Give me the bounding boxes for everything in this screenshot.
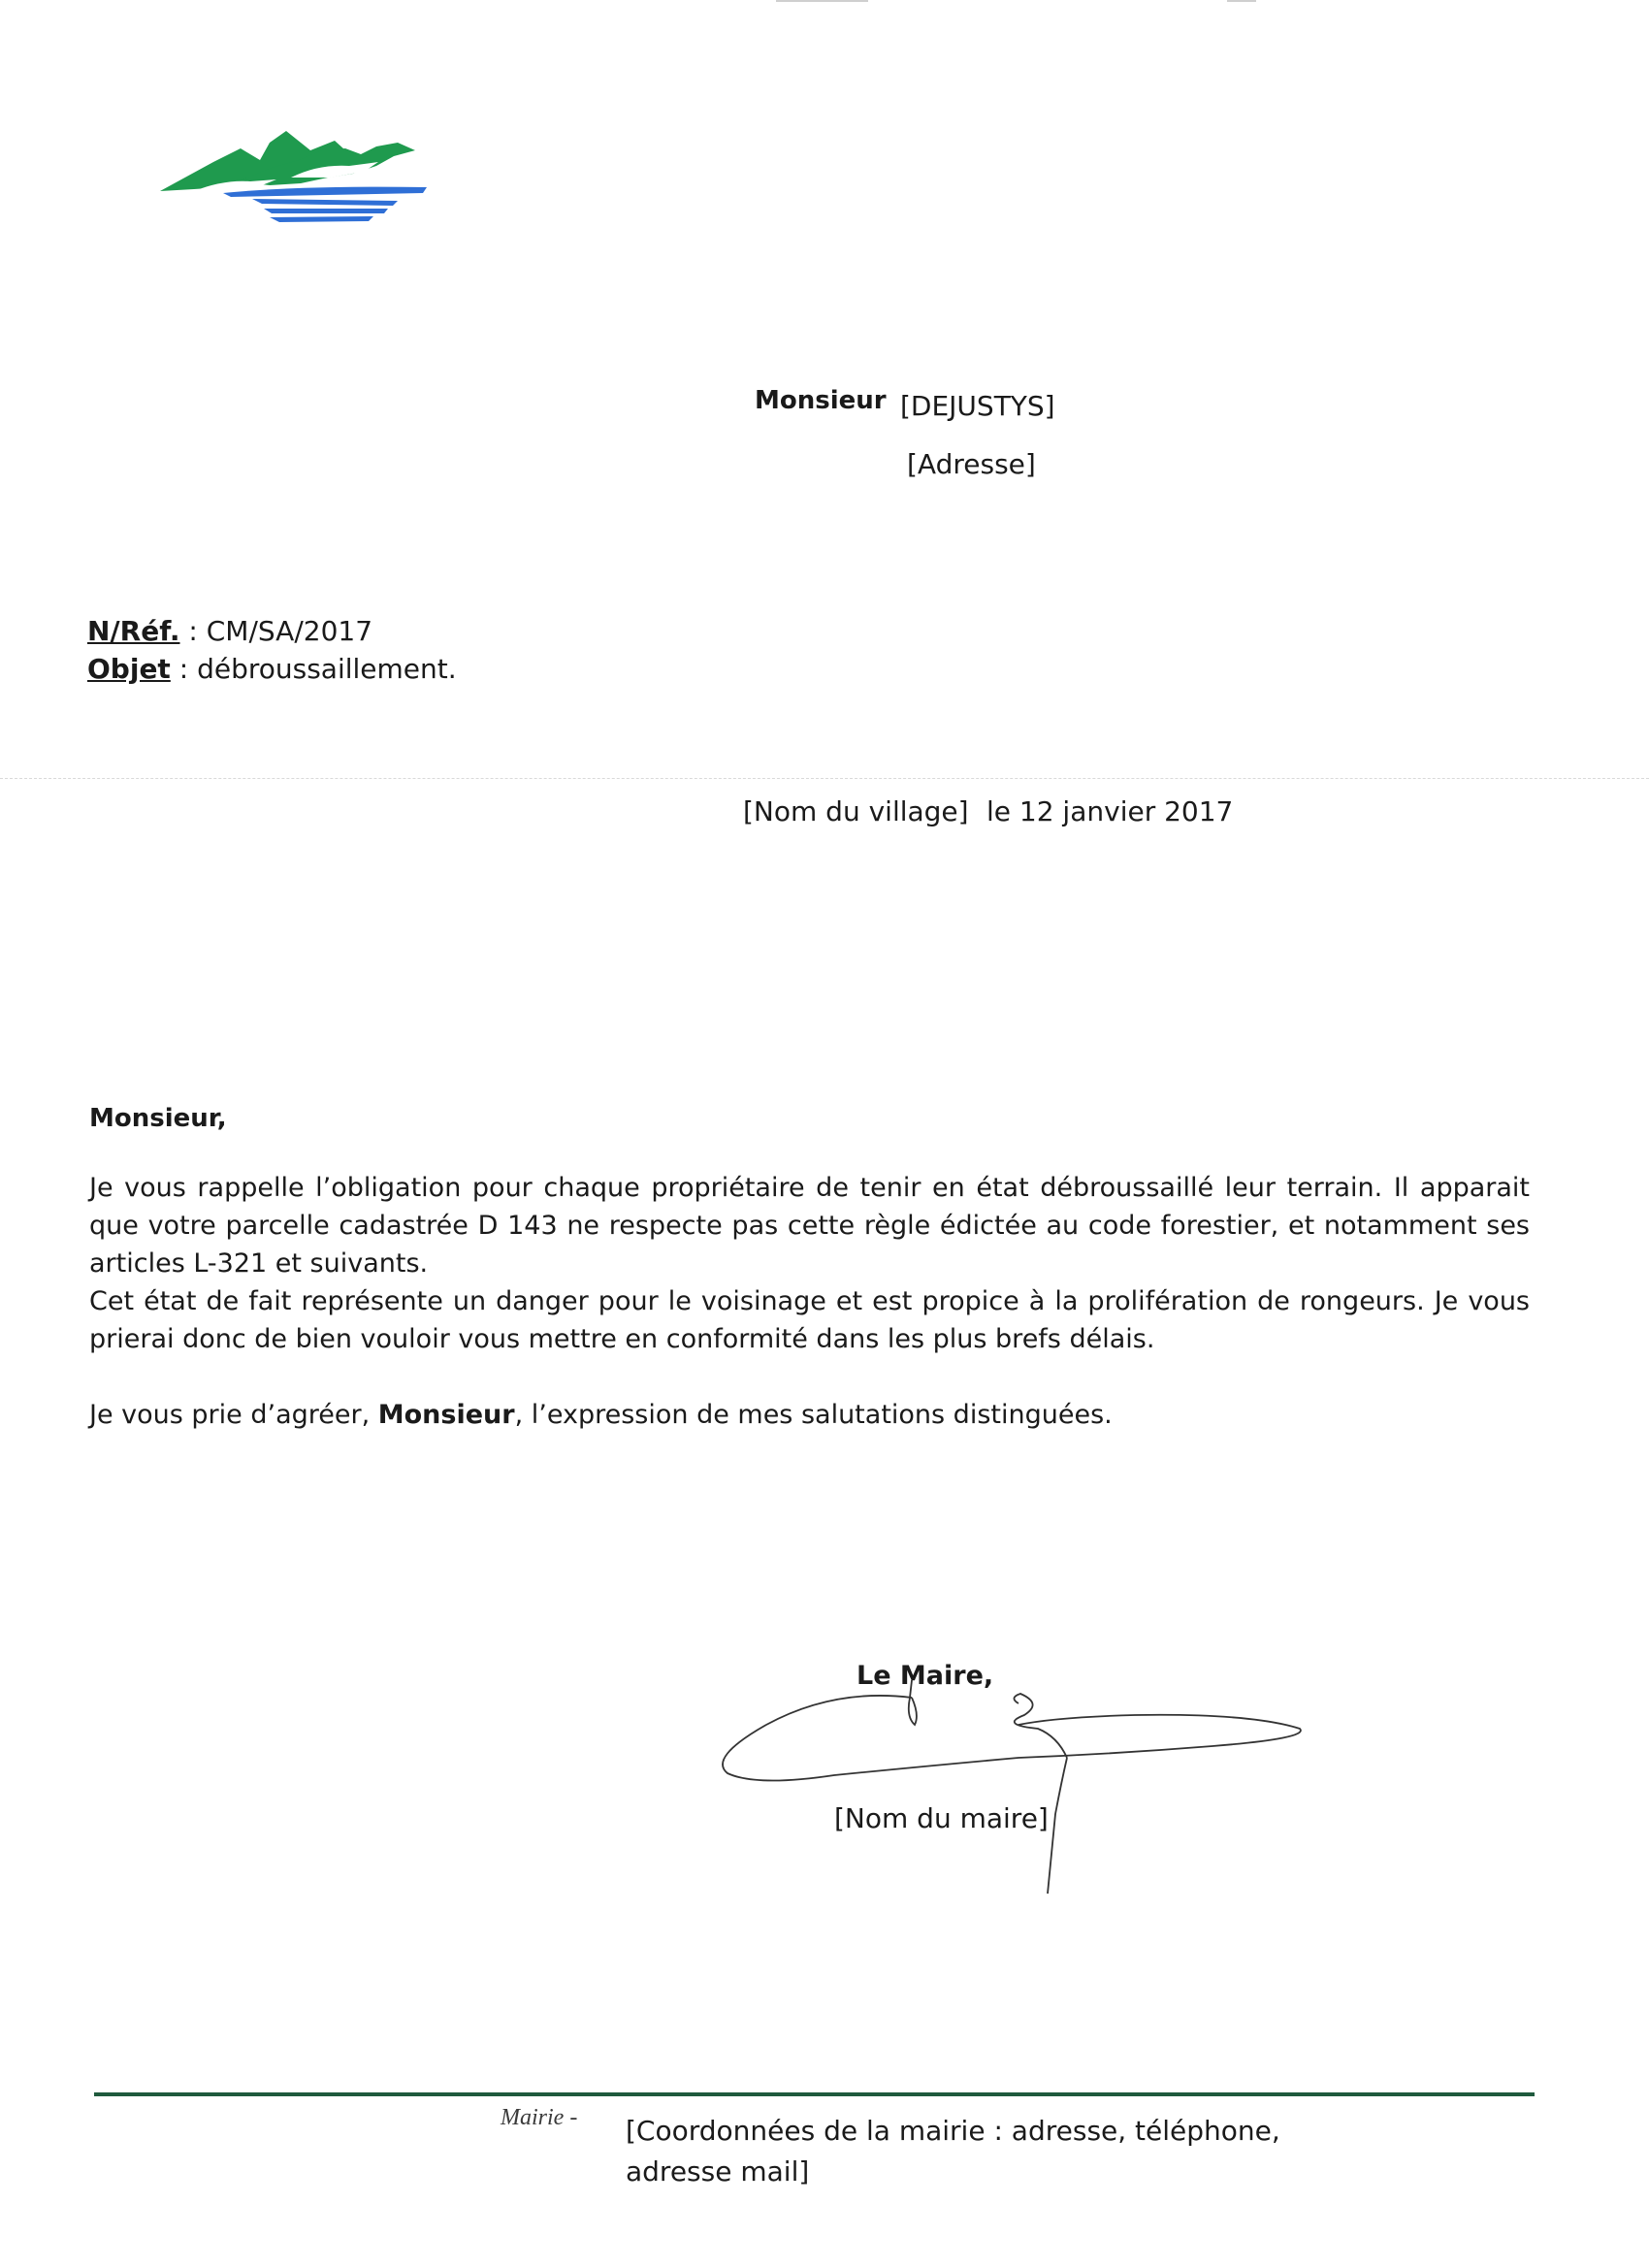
footer-contact-line-1: [Coordonnées de la mairie : adresse, téléphone,	[626, 2115, 1280, 2147]
object-label: Objet	[87, 653, 171, 685]
village-name: [Nom du village]	[743, 795, 969, 827]
recipient-address: [Adresse]	[907, 448, 1036, 480]
handwritten-signature	[708, 1669, 1319, 1901]
signature-title: Le Maire,	[857, 1661, 994, 1691]
footer-rule	[94, 2092, 1535, 2096]
ref-value: : CM/SA/2017	[188, 615, 373, 647]
closing-line	[89, 1400, 1113, 1431]
object-value: : débroussaillement.	[178, 653, 457, 685]
mountain-lake-logo	[155, 121, 436, 228]
scan-mark-top-right	[1227, 0, 1256, 2]
letter-date: le 12 janvier 2017	[986, 795, 1234, 827]
closing-after: , l’expression de mes salutations distinguées.	[514, 1400, 1113, 1430]
closing-before: Je vous prie d’agréer,	[89, 1400, 378, 1430]
object-line	[87, 653, 457, 686]
ref-label: N/Réf.	[87, 615, 180, 647]
footer-contact-line-2: adresse mail]	[626, 2155, 810, 2187]
fold-line	[0, 778, 1649, 779]
letter-body	[89, 1169, 1530, 1358]
scan-mark-top	[776, 0, 868, 2]
paragraph-2: Cet état de fait représente un danger pour le voisinage et est propice à la prolifération de rongeurs. Je vous prierai donc de bien vouloir vous mettre en conformité dans les plus brefs délais.	[89, 1286, 1530, 1354]
closing-bold: Monsieur	[377, 1400, 515, 1430]
paragraph-1: Je vous rappelle l’obligation pour chaque propriétaire de tenir en état débroussaillé leur terrain. Il apparait que votre parcelle cadastrée D 143 ne respecte pas cette règle édictée au code forestier, et notamment ses articles L-321 et suivants.	[89, 1173, 1530, 1279]
footer-label: Mairie -	[501, 2105, 578, 2130]
mayor-name: [Nom du maire]	[834, 1802, 1049, 1834]
recipient-salutation: Monsieur	[755, 386, 887, 415]
reference-line	[87, 615, 372, 648]
greeting: Monsieur,	[89, 1104, 227, 1133]
recipient-name: [DEJUSTYS]	[900, 390, 1055, 422]
